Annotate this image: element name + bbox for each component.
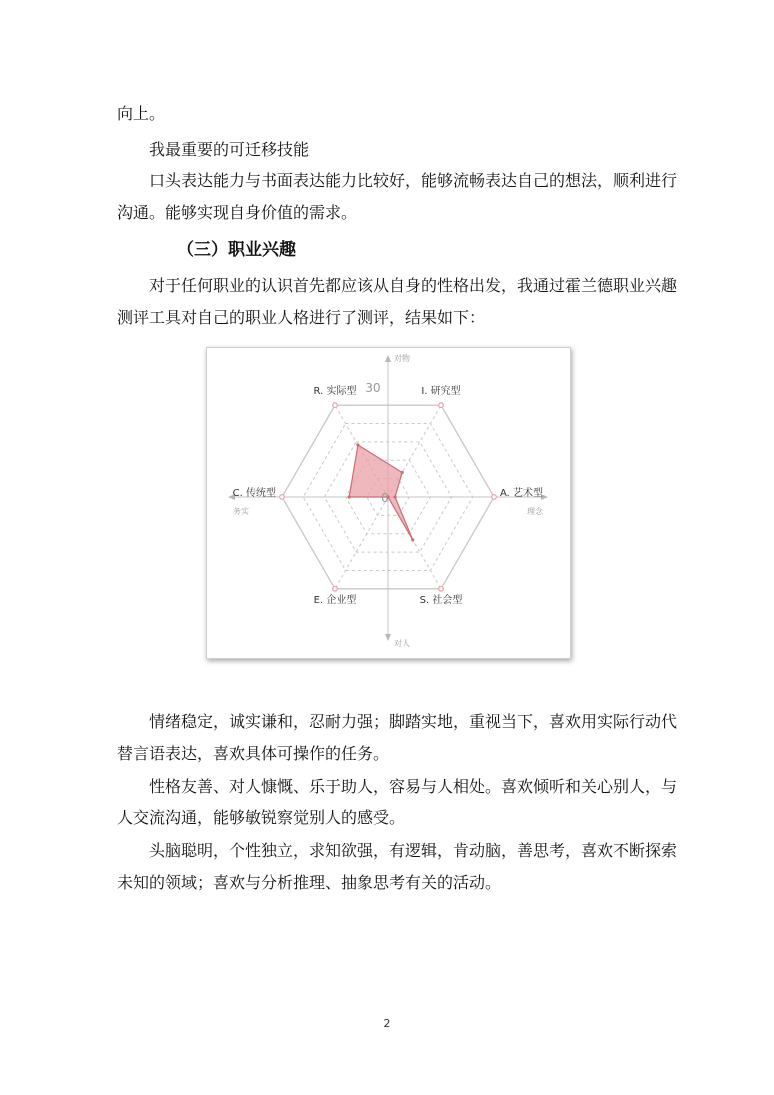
axis-arrow-up	[385, 355, 391, 362]
paragraph-text: 情绪稳定，诚实谦和，忍耐力强；脚踏实地，重视当下，喜欢用实际行动代	[149, 712, 678, 731]
radar-spoke	[335, 497, 388, 589]
radar-axis-label: E. 企业型	[313, 594, 357, 606]
radar-data-point	[401, 471, 404, 474]
radar-data-point	[411, 538, 414, 541]
axis-arrow-down	[385, 634, 391, 641]
radar-tick-label: 0	[381, 491, 389, 505]
paragraph-text: 替言语表达，喜欢具体可操作的任务。	[117, 744, 390, 763]
radar-vertex-dot	[333, 403, 338, 408]
radar-chart-frame	[206, 347, 571, 659]
paragraph-text: 我最重要的可迁移技能	[149, 140, 310, 159]
radar-axis-label: S. 社会型	[419, 594, 463, 606]
direction-label-left: 务实	[233, 507, 249, 516]
radar-data-point	[393, 495, 396, 498]
radar-vertex-dot	[439, 403, 444, 408]
direction-label-bottom: 对人	[394, 639, 410, 648]
page-number: 2	[383, 1017, 391, 1030]
paragraph-text: 对于任何职业的认识首先都应该从自身的性格出发，我通过霍兰德职业兴趣	[149, 276, 678, 295]
radar-axis-label: C. 传统型	[232, 488, 276, 499]
paragraph-text: 未知的领域；喜欢与分析推理、抽象思考有关的活动。	[117, 873, 502, 892]
radar-vertex-dot	[492, 495, 497, 500]
paragraph-text: 性格友善、对人慷慨、乐于助人，容易与人相处。喜欢倾听和关心别人，与	[149, 777, 678, 796]
paragraph-text: 测评工具对自己的职业人格进行了测评，结果如下：	[117, 308, 486, 327]
radar-axis-label: I. 研究型	[421, 386, 461, 398]
section-heading: （三）职业兴趣	[177, 240, 296, 260]
radar-vertex-dot	[439, 586, 444, 591]
paragraph-text: 沟通。能够实现自身价值的需求。	[117, 203, 358, 222]
radar-axis-label: R. 实际型	[313, 386, 357, 398]
radar-tick-label: 30	[365, 381, 381, 395]
paragraph-text: 口头表达能力与书面表达能力比较好，能够流畅表达自己的想法，顺利进行	[149, 171, 678, 190]
radar-axis-label: A. 艺术型	[500, 488, 544, 499]
radar-data-point	[348, 495, 351, 498]
direction-label-top: 对物	[394, 354, 410, 363]
radar-data-point	[356, 443, 359, 446]
paragraph-text: 人交流沟通，能够敏锐察觉别人的感受。	[117, 808, 406, 827]
paragraph-text: 向上。	[117, 104, 166, 123]
radar-chart	[207, 348, 570, 658]
radar-vertex-dot	[280, 495, 285, 500]
radar-vertex-dot	[333, 586, 338, 591]
direction-label-right: 理念	[527, 507, 543, 516]
paragraph-text: 头脑聪明，个性独立，求知欲强，有逻辑，肯动脑，善思考，喜欢不断探索	[149, 841, 678, 860]
